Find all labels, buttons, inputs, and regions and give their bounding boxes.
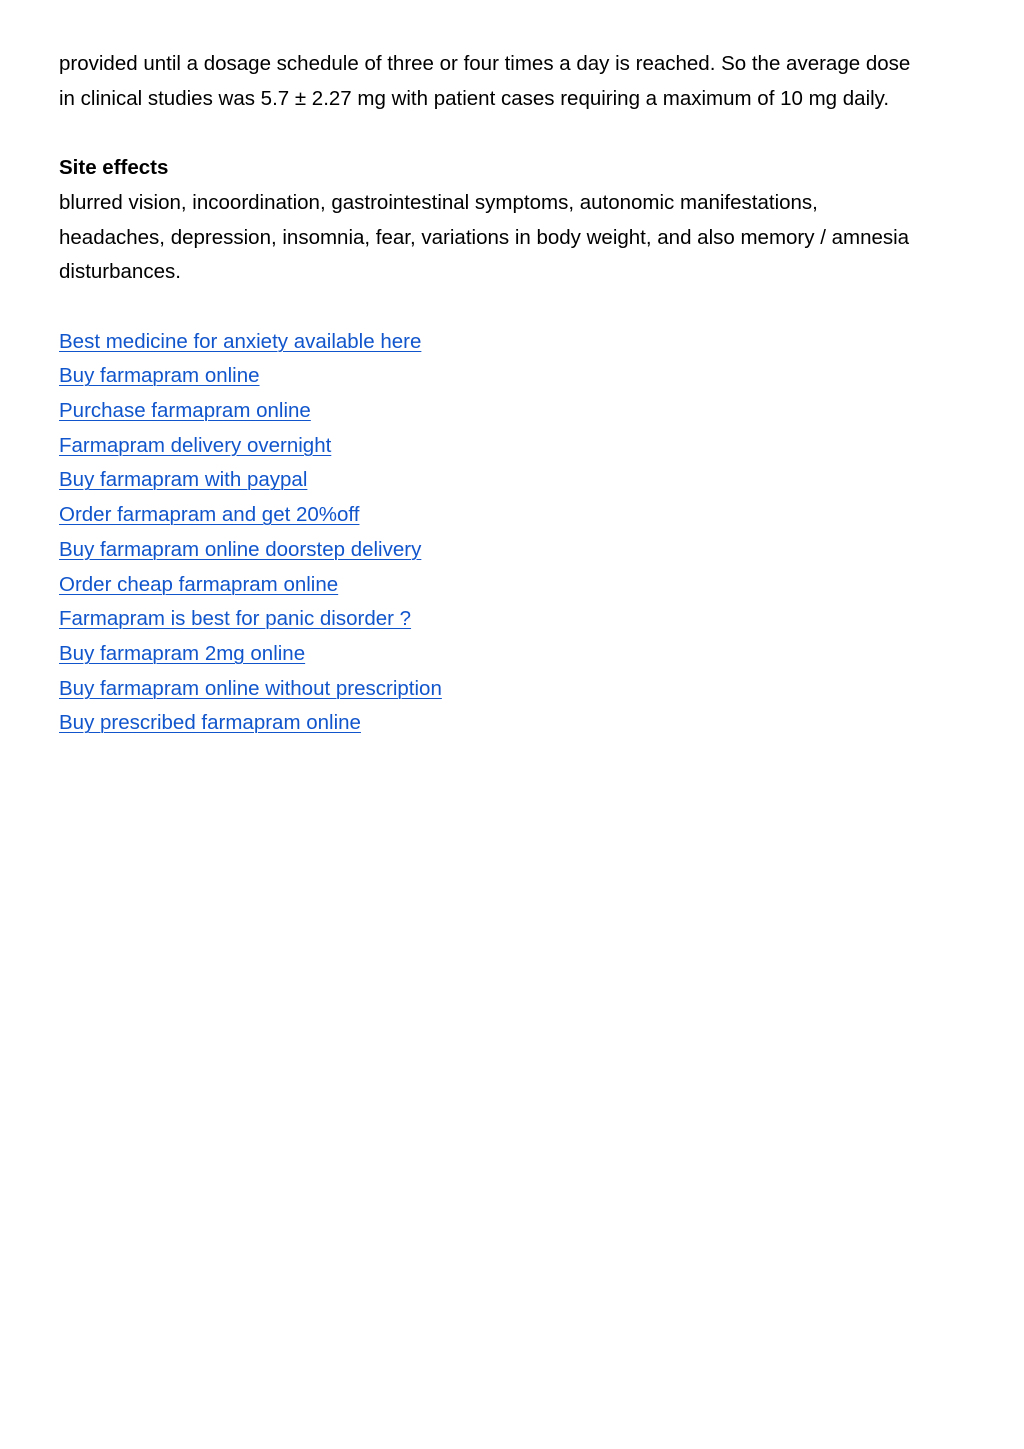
doorstep-delivery-link[interactable]: Buy farmapram online doorstep delivery — [59, 537, 422, 561]
paragraph-line: headaches, depression, insomnia, fear, variations in body weight, and also memory / amnesia — [59, 225, 910, 249]
without-prescription-link[interactable]: Buy farmapram online without prescription — [59, 676, 442, 700]
list-item — [59, 672, 979, 707]
section-heading: Site effects — [59, 156, 169, 180]
panic-disorder-link[interactable]: Farmapram is best for panic disorder ? — [59, 607, 412, 631]
blank-line — [59, 116, 979, 151]
anxiety-medicine-link[interactable]: Best medicine for anxiety available here — [59, 329, 422, 353]
document-page — [59, 47, 979, 741]
dosage-paragraph — [59, 47, 979, 116]
delivery-overnight-link[interactable]: Farmapram delivery overnight — [59, 433, 332, 457]
list-item — [59, 533, 979, 568]
paragraph-line: blurred vision, incoordination, gastrointestinal symptoms, autonomic manifestations, — [59, 190, 818, 214]
list-item — [59, 359, 979, 394]
buy-2mg-link[interactable]: Buy farmapram 2mg online — [59, 641, 306, 665]
side-effects-section — [59, 151, 979, 290]
paragraph-line: in clinical studies was 5.7 ± 2.27 mg with patient cases requiring a maximum of 10 mg daily. — [59, 86, 890, 110]
blank-line — [59, 290, 979, 325]
list-item — [59, 394, 979, 429]
list-item — [59, 325, 979, 360]
paragraph-line: provided until a dosage schedule of three or four times a day is reached. So the average dose — [59, 52, 911, 75]
link-list — [59, 325, 979, 741]
list-item — [59, 429, 979, 464]
list-item — [59, 706, 979, 741]
list-item — [59, 637, 979, 672]
list-item — [59, 463, 979, 498]
list-item — [59, 498, 979, 533]
list-item — [59, 568, 979, 603]
order-discount-link[interactable]: Order farmapram and get 20%off — [59, 503, 360, 527]
order-cheap-link[interactable]: Order cheap farmapram online — [59, 572, 339, 596]
purchase-online-link[interactable]: Purchase farmapram online — [59, 399, 311, 422]
buy-with-paypal-link[interactable]: Buy farmapram with paypal — [59, 468, 308, 492]
paragraph-line: disturbances. — [59, 260, 181, 284]
prescribed-online-link[interactable]: Buy prescribed farmapram online — [59, 711, 361, 735]
list-item — [59, 602, 979, 637]
buy-online-link[interactable]: Buy farmapram online — [59, 364, 260, 388]
